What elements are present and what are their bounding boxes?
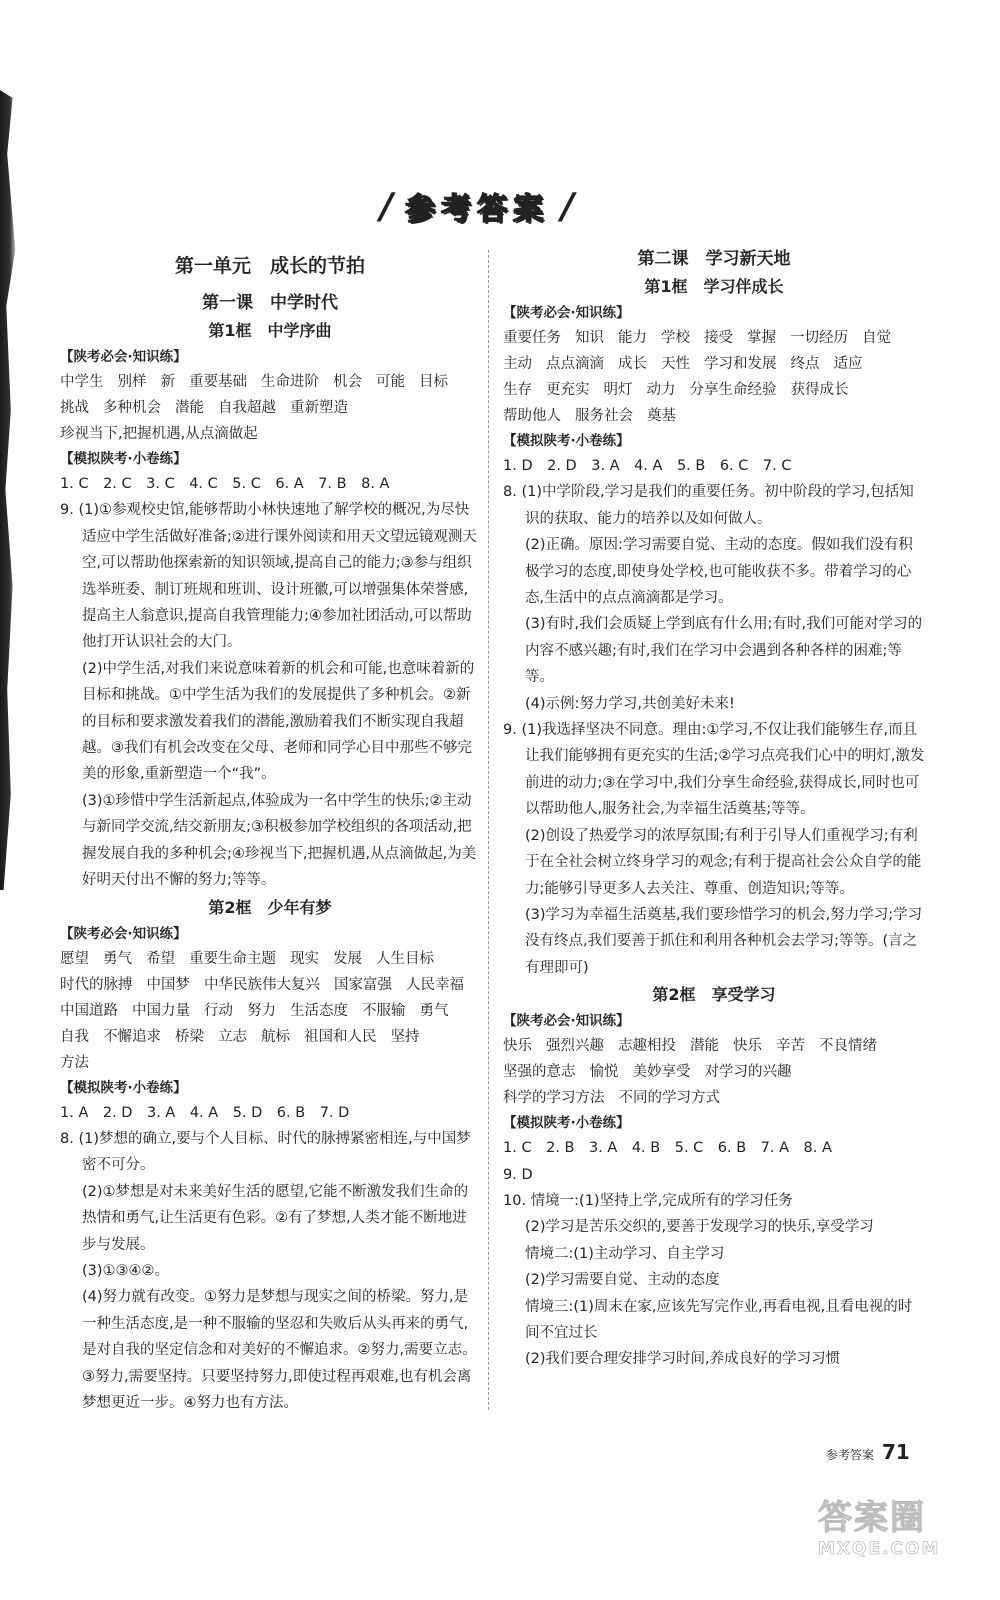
footer-label: 参考答案: [826, 1448, 875, 1462]
keyword: 人生目标: [376, 950, 434, 967]
keyword: 奠基: [647, 408, 676, 424]
keyword: 可能: [376, 374, 405, 390]
answer-banner: / 参考答案 /: [380, 185, 575, 227]
lesson-title: 第二课 学习新天地: [637, 249, 791, 269]
section-label: 【模拟陕考·小卷练】: [60, 451, 187, 467]
keyword: 科学的学习方法: [503, 1090, 605, 1107]
answer-paragraph: 8. (1)梦想的确立,要与个人目标、时代的脉搏紧密相连,与中国梦密不可分。: [60, 1130, 471, 1174]
frame-title: 第1框 学习伴成长: [644, 277, 784, 296]
keyword: 快乐: [503, 1038, 532, 1055]
answer-paragraph: (3)学习为幸福生活奠基,我们要珍惜学习的机会,努力学习;学习没有终点,我们要善于抓住和利用各种机会去学习;等等。(言之有理即可): [525, 906, 923, 976]
choice-answers: 1. C 2. C 3. C 4. C 5. C 6. A 7. B 8. A: [60, 476, 390, 492]
page-binding-shadow: [0, 90, 18, 890]
answer-paragraph: (4)努力就有改变。①努力是梦想与现实之间的桥梁。努力,是一种生活态度,是一种不服输的坚忍和失败后从头再来的勇气,是对自我的坚定信念和对美好的不懈追求。②努力,需要立志。③努力,需要坚持。只要坚持努力,即使过程再艰难,也有机会离梦想更近一步。④努力也有方法。: [82, 1289, 477, 1411]
section-label: 【陕考必会·知识练】: [60, 349, 187, 365]
keyword: 中学生: [60, 374, 104, 390]
keyword: 中华民族伟大复兴: [204, 976, 320, 993]
answer-paragraph: 9. (1)①参观校史馆,能够帮助小林快速地了解学校的概况,为尽快适应中学生活做好准备;②进行课外阅读和用天文望远镜观测天空,可以帮助他探索新的知识领域,提高自己的能力;③参与组织选举班委、制订班规和班训、设计班徽,可以增强集体荣誉感,提高主人翁意识,提高自我管理能力;④参加社团活动,可以帮助他打开认识社会的大门。: [60, 502, 477, 651]
section-label: 【模拟陕考·小卷练】: [503, 433, 630, 449]
right-column: [503, 245, 925, 1373]
keyword: 勇气: [419, 1002, 449, 1019]
answer-paragraph: 情境二:(1)主动学习、自主学习: [525, 1245, 725, 1262]
keyword: 中国力量: [132, 1002, 190, 1019]
answer-paragraph: (3)①珍惜中学生活新起点,体验成为一名中学生的快乐;②主动与新同学交流,结交新朋友;③积极参加学校组织的各项活动,把握发展自我的多种机会;④珍视当下,把握机遇,从点滴做起,为美好明天付出不懈的努力;等等。: [82, 792, 477, 889]
answer-paragraph: 10. 情境一:(1)坚持上学,完成所有的学习任务: [503, 1192, 793, 1209]
keyword: 时代的脉搏: [60, 976, 133, 993]
choice-answers: 1. C 2. B 3. A 4. B 5. C 6. B 7. A 8. A: [503, 1140, 832, 1157]
section-label: 【陕考必会·知识练】: [503, 305, 630, 321]
keyword-row: [503, 1085, 925, 1111]
answer-paragraph: 9. (1)我选择坚决不同意。理由:①学习,不仅让我们能够生存,而且让我们能够拥有更充实的生活;②学习点亮我们心中的明灯,激发前进的动力;③在学习中,我们分享生命经验,获得成长,同时也可以帮助他人,服务社会,为幸福生活奠基;等等。: [503, 722, 925, 818]
keyword: 服务社会: [575, 408, 633, 424]
answer-paragraph: (2)我们要合理安排学习时间,养成良好的学习习惯: [525, 1351, 841, 1368]
keyword-row: [60, 1050, 480, 1076]
keyword-row: [503, 325, 925, 351]
answer-paragraph: (2)正确。原因:学习需要自觉、主动的态度。假如我们没有积极学习的态度,即使身处学校,也可能收获不多。带着学习的心态,生活中的点点滴滴都是学习。: [525, 537, 913, 607]
keyword: 天性: [661, 356, 690, 372]
keyword: 愉悦: [589, 1064, 619, 1081]
keyword-row: [60, 369, 480, 395]
keyword: 主动: [503, 356, 532, 372]
keyword: 坚持: [390, 1028, 420, 1045]
keyword: 点点滴滴: [546, 356, 604, 372]
answer-paragraph: (2)学习是苦乐交织的,要善于发现学习的快乐,享受学习: [525, 1219, 874, 1236]
logo-url: MXQE.COM: [818, 1539, 941, 1559]
keyword: 桥梁: [175, 1028, 204, 1045]
keyword: 重要任务: [503, 330, 561, 346]
keyword: 机会: [333, 374, 362, 390]
answer-paragraph: 情境三:(1)周末在家,应该先写完作业,再看电视,且看电视的时间不宜过长: [525, 1298, 913, 1341]
keyword: 自觉: [862, 330, 891, 346]
keyword-row: [503, 377, 925, 403]
keyword: 对学习的兴趣: [704, 1064, 792, 1081]
keyword: 发展: [333, 950, 362, 967]
keyword-row: [503, 403, 925, 429]
logo-text: 答案圈: [818, 1498, 926, 1538]
section-label: 【陕考必会·知识练】: [60, 925, 187, 942]
keyword: 挑战: [60, 400, 89, 416]
answer-paragraph: (2)中学生活,对我们来说意味着新的机会和可能,也意味着新的目标和挑战。①中学生活为我们的发展提供了多种机会。②新的目标和要求激发着我们的潜能,激励着我们不断实现自我超越。③我们有机会改变在父母、老师和同学心目中那些不够完美的形象,重新塑造一个“我”。: [82, 660, 475, 783]
keyword: 方法: [60, 1054, 89, 1071]
keyword: 能力: [618, 330, 647, 346]
keyword: 成长: [618, 356, 647, 372]
keyword: 希望: [146, 950, 175, 967]
section-label: 【陕考必会·知识练】: [503, 1013, 630, 1030]
keyword: 立志: [218, 1028, 247, 1045]
section-label: 【模拟陕考·小卷练】: [60, 1079, 187, 1096]
keyword: 不同的学习方式: [618, 1090, 720, 1107]
keyword: 坚强的意志: [503, 1064, 576, 1081]
keyword: 辛苦: [776, 1038, 805, 1055]
choice-answers: 1. A 2. D 3. A 4. A 5. D 6. B 7. D: [60, 1104, 350, 1121]
page-number: 71: [882, 1440, 910, 1464]
keyword: 强烈兴趣: [546, 1038, 604, 1055]
frame-title: 第2框 享受学习: [652, 985, 776, 1005]
keyword: 潜能: [175, 400, 204, 416]
frame-title: 第2框 少年有梦: [208, 897, 332, 917]
banner-title: 参考答案: [405, 192, 550, 227]
keyword: 终点: [790, 356, 820, 372]
keyword: 目标: [419, 374, 448, 390]
keyword: 自我超越: [218, 400, 276, 416]
keyword: 中国道路: [60, 1002, 118, 1019]
answer-paragraph: (2)学习需要自觉、主动的态度: [525, 1272, 720, 1289]
keyword-row: [60, 395, 480, 421]
lesson-title: 第一课 中学时代: [202, 293, 338, 313]
keyword: 动力: [646, 382, 676, 398]
keyword-row: [60, 946, 480, 972]
keyword: 美妙享受: [632, 1064, 691, 1081]
keyword: 适应: [833, 356, 863, 372]
answer-paragraph: 8. (1)中学阶段,学习是我们的重要任务。初中阶段的学习,包括知识的获取、能力的培养以及如何做人。: [503, 484, 914, 527]
keyword-row: [503, 351, 925, 377]
answer-paragraph: (2)创设了热爱学习的浓厚氛围;有利于引导人们重视学习;有利于在全社会树立终身学习的观念;有利于提高社会公众自学的能力;能够引导更多人去关注、尊重、创造知识;等等。: [525, 827, 922, 897]
answer-paragraph: (4)示例:努力学习,共创美好未来!: [525, 695, 735, 712]
keyword: 学校: [661, 330, 690, 346]
keyword: 重新塑造: [290, 400, 348, 416]
keyword: 航标: [261, 1028, 290, 1045]
keyword: 人民幸福: [406, 976, 464, 993]
frame-title: 第1框 中学序曲: [208, 321, 332, 340]
watermark-logo: [818, 1490, 968, 1585]
keyword: 不服输: [362, 1002, 406, 1019]
keyword-row: [503, 1059, 925, 1085]
keyword: 祖国和人民: [304, 1028, 377, 1045]
section-label: 【模拟陕考·小卷练】: [503, 1115, 630, 1132]
keyword: 珍视当下,把握机遇,从点滴做起: [60, 426, 258, 442]
keyword: 一切经历: [790, 330, 848, 346]
choice-answers: 9. D: [503, 1166, 533, 1183]
left-column: [60, 245, 480, 1416]
keyword: 帮助他人: [503, 408, 561, 424]
keyword: 生命进阶: [261, 374, 319, 390]
keyword: 潜能: [690, 1038, 719, 1055]
answer-paragraph: (3)①③④②。: [82, 1262, 170, 1279]
keyword: 别样: [117, 374, 147, 390]
keyword-row: [503, 1033, 925, 1059]
keyword: 不懈追求: [103, 1028, 161, 1045]
keyword: 重要基础: [189, 374, 247, 390]
keyword: 重要生命主题: [189, 950, 276, 967]
keyword: 接受: [704, 330, 733, 346]
keyword: 中国梦: [146, 976, 190, 993]
page-footer: [826, 1440, 910, 1464]
keyword: 新: [160, 374, 175, 390]
keyword: 行动: [204, 1002, 233, 1019]
keyword: 生活态度: [290, 1002, 348, 1019]
keyword: 自我: [60, 1028, 89, 1045]
unit-title: 第一单元 成长的节拍: [174, 255, 365, 277]
keyword: 掌握: [747, 330, 776, 346]
keyword: 现实: [290, 950, 319, 967]
keyword: 多种机会: [103, 400, 161, 416]
keyword: 志趣相投: [618, 1038, 676, 1055]
keyword: 获得成长: [790, 382, 849, 398]
keyword-row: [60, 1024, 480, 1050]
keyword: 不良情绪: [819, 1038, 877, 1055]
answer-paragraph: (2)①梦想是对未来美好生活的愿望,它能不断激发我们生命的热情和勇气,让生活更有色彩。②有了梦想,人类才能不断地进步与发展。: [82, 1183, 469, 1253]
choice-answers: 1. D 2. D 3. A 4. A 5. B 6. C 7. C: [503, 458, 792, 474]
keyword-row: [60, 421, 480, 447]
keyword: 愿望: [60, 950, 89, 967]
keyword: 生存: [503, 382, 532, 398]
keyword: 国家富强: [334, 976, 392, 993]
keyword: 勇气: [103, 950, 132, 967]
answer-paragraph: (3)有时,我们会质疑上学到底有什么用;有时,我们可能对学习的内容不感兴趣;有时,我们在学习中会遇到各种各样的困难;等等。: [525, 616, 923, 686]
keyword: 快乐: [733, 1038, 762, 1055]
keyword: 努力: [247, 1002, 276, 1019]
keyword: 更充实: [546, 382, 590, 398]
keyword: 学习和发展: [704, 356, 777, 372]
keyword-row: [60, 972, 480, 998]
keyword-row: [60, 998, 480, 1024]
keyword: 明灯: [603, 382, 633, 398]
keyword: 知识: [575, 330, 604, 346]
keyword: 分享生命经验: [689, 382, 777, 398]
column-divider: [488, 250, 489, 1410]
